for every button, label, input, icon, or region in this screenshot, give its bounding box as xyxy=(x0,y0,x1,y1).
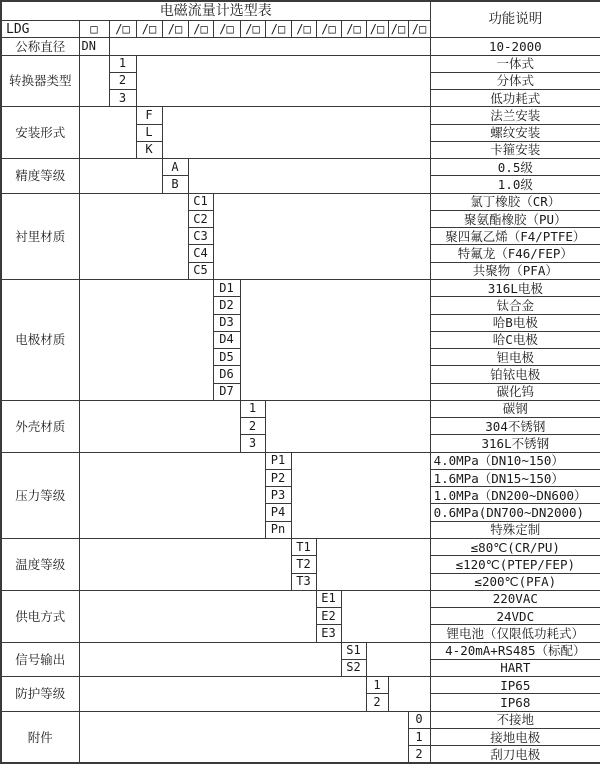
group-label: 信号输出 xyxy=(1,642,79,677)
desc-cell: 分体式 xyxy=(430,72,600,89)
desc-cell: 24VDC xyxy=(430,608,600,625)
desc-cell: IP68 xyxy=(430,694,600,711)
code-cell: D4 xyxy=(213,331,240,348)
option-row xyxy=(1,538,600,555)
code-cell: P2 xyxy=(265,469,291,486)
desc-cell: 钽电极 xyxy=(430,349,600,366)
code-cell: B xyxy=(162,176,188,193)
desc-cell: 刮刀电极 xyxy=(430,746,600,764)
desc-cell: ≤120℃(PTEP/FEP) xyxy=(430,556,600,573)
model-slot-box: /□ xyxy=(408,21,430,38)
empty-cell xyxy=(240,279,430,400)
desc-cell: 共聚物（PFA） xyxy=(430,262,600,279)
empty-cell xyxy=(136,55,430,107)
model-slot-box: /□ xyxy=(366,21,388,38)
desc-cell: 316L不锈钢 xyxy=(430,435,600,452)
option-row xyxy=(1,38,600,55)
code-cell: 1 xyxy=(240,400,265,417)
desc-cell: 4.0MPa（DN10~150） xyxy=(430,452,600,469)
model-slot-box: /□ xyxy=(265,21,291,38)
option-row xyxy=(1,400,600,417)
code-cell: C5 xyxy=(188,262,213,279)
option-row xyxy=(1,677,600,694)
desc-cell: 1.0MPa（DN200~DN600） xyxy=(430,487,600,504)
desc-cell: HART xyxy=(430,659,600,676)
code-cell: 2 xyxy=(408,746,430,764)
code-cell: 2 xyxy=(366,694,388,711)
model-slot-box: /□ xyxy=(341,21,366,38)
empty-cell xyxy=(341,590,430,642)
empty-cell xyxy=(79,590,316,642)
desc-cell: 4-20mA+RS485（标配） xyxy=(430,642,600,659)
model-slot-box: /□ xyxy=(213,21,240,38)
desc-cell: 钛合金 xyxy=(430,297,600,314)
empty-cell xyxy=(79,159,162,194)
desc-cell: 卡箍安装 xyxy=(430,141,600,158)
desc-cell: 特氟龙（F46/FEP） xyxy=(430,245,600,262)
empty-cell xyxy=(213,193,430,279)
code-cell: C1 xyxy=(188,193,213,210)
code-cell: K xyxy=(136,141,162,158)
model-slot-box: /□ xyxy=(316,21,341,38)
code-cell: L xyxy=(136,124,162,141)
empty-cell xyxy=(388,677,430,712)
model-slot-box: /□ xyxy=(109,21,136,38)
code-cell: T2 xyxy=(291,556,316,573)
group-label: 电极材质 xyxy=(1,279,79,400)
code-cell: T3 xyxy=(291,573,316,590)
desc-cell: 铂铱电极 xyxy=(430,366,600,383)
desc-cell: 特殊定制 xyxy=(430,521,600,538)
group-label: 转换器类型 xyxy=(1,55,79,107)
desc-cell: 1.6MPa（DN15~150） xyxy=(430,469,600,486)
desc-cell: ≤80℃(CR/PU) xyxy=(430,538,600,555)
group-label: 外壳材质 xyxy=(1,400,79,452)
code-cell: S2 xyxy=(341,659,366,676)
code-cell: T1 xyxy=(291,538,316,555)
empty-cell xyxy=(79,452,265,538)
desc-cell: 304不锈钢 xyxy=(430,418,600,435)
desc-cell: 一体式 xyxy=(430,55,600,72)
desc-cell: 220VAC xyxy=(430,590,600,607)
empty-cell xyxy=(79,400,240,452)
code-cell: E3 xyxy=(316,625,341,642)
group-label: 压力等级 xyxy=(1,452,79,538)
desc-cell: 10-2000 xyxy=(430,38,600,55)
desc-cell: 碳化钨 xyxy=(430,383,600,400)
group-label: 供电方式 xyxy=(1,590,79,642)
empty-cell xyxy=(79,193,188,279)
empty-cell xyxy=(291,452,430,538)
desc-cell: 不接地 xyxy=(430,711,600,728)
option-row xyxy=(1,159,600,176)
group-label: 防护等级 xyxy=(1,677,79,712)
code-cell: C4 xyxy=(188,245,213,262)
option-row xyxy=(1,279,600,296)
desc-cell: 1.0级 xyxy=(430,176,600,193)
desc-cell: 聚四氟乙烯（F4/PTFE） xyxy=(430,228,600,245)
desc-cell: ≤200℃(PFA) xyxy=(430,573,600,590)
empty-cell xyxy=(316,538,430,590)
table-title: 电磁流量计选型表 xyxy=(1,1,430,21)
group-label: 衬里材质 xyxy=(1,193,79,279)
option-row xyxy=(1,452,600,469)
desc-cell: 低功耗式 xyxy=(430,90,600,107)
model-slot-box: □ xyxy=(79,21,109,38)
code-cell: DN xyxy=(79,38,109,55)
option-row xyxy=(1,711,600,728)
desc-cell: 0.5级 xyxy=(430,159,600,176)
code-cell: E2 xyxy=(316,608,341,625)
code-cell: P1 xyxy=(265,452,291,469)
empty-cell xyxy=(366,642,430,677)
empty-cell xyxy=(265,400,430,452)
code-cell: D7 xyxy=(213,383,240,400)
code-cell: C2 xyxy=(188,210,213,227)
model-slot-box: /□ xyxy=(188,21,213,38)
code-cell: 3 xyxy=(109,90,136,107)
code-cell: 3 xyxy=(240,435,265,452)
model-slot-box: /□ xyxy=(136,21,162,38)
model-slot-box: /□ xyxy=(162,21,188,38)
code-cell: Pn xyxy=(265,521,291,538)
code-cell: 2 xyxy=(240,418,265,435)
code-cell: 0 xyxy=(408,711,430,728)
option-row xyxy=(1,590,600,607)
empty-cell xyxy=(162,107,430,159)
desc-cell: 哈B电极 xyxy=(430,314,600,331)
empty-cell xyxy=(79,279,213,400)
code-cell: D6 xyxy=(213,366,240,383)
group-label: 温度等级 xyxy=(1,538,79,590)
group-label: 公称直径 xyxy=(1,38,79,55)
code-cell: A xyxy=(162,159,188,176)
empty-cell xyxy=(79,107,136,159)
empty-cell xyxy=(79,55,109,107)
empty-cell xyxy=(79,642,341,677)
desc-cell: 接地电极 xyxy=(430,728,600,745)
group-label: 附件 xyxy=(1,711,79,763)
desc-cell: 哈C电极 xyxy=(430,331,600,348)
desc-cell: 锂电池（仅限低功耗式） xyxy=(430,625,600,642)
empty-cell xyxy=(79,538,291,590)
desc-cell: 氯丁橡胶（CR） xyxy=(430,193,600,210)
code-cell: E1 xyxy=(316,590,341,607)
option-row xyxy=(1,193,600,210)
desc-cell: 聚氨酯橡胶（PU） xyxy=(430,210,600,227)
empty-cell xyxy=(188,159,430,194)
desc-cell: 0.6MPa(DN700~DN2000) xyxy=(430,504,600,521)
code-cell: 1 xyxy=(366,677,388,694)
code-cell: F xyxy=(136,107,162,124)
code-cell: D5 xyxy=(213,349,240,366)
desc-cell: 螺纹安装 xyxy=(430,124,600,141)
code-cell: 2 xyxy=(109,72,136,89)
function-desc-header: 功能说明 xyxy=(430,1,600,38)
code-cell: 1 xyxy=(408,728,430,745)
group-label: 安装形式 xyxy=(1,107,79,159)
option-row xyxy=(1,642,600,659)
option-row xyxy=(1,55,600,72)
title-row xyxy=(1,1,600,21)
code-cell: D1 xyxy=(213,279,240,296)
code-cell: C3 xyxy=(188,228,213,245)
code-cell: P3 xyxy=(265,487,291,504)
empty-cell xyxy=(79,711,408,763)
option-row xyxy=(1,107,600,124)
code-cell: P4 xyxy=(265,504,291,521)
model-prefix: LDG xyxy=(1,21,79,38)
code-cell: S1 xyxy=(341,642,366,659)
code-cell: 1 xyxy=(109,55,136,72)
group-label: 精度等级 xyxy=(1,159,79,194)
model-slot-box: /□ xyxy=(291,21,316,38)
code-cell: D3 xyxy=(213,314,240,331)
model-slot-box: /□ xyxy=(388,21,408,38)
model-slot-box: /□ xyxy=(240,21,265,38)
empty-cell xyxy=(109,38,430,55)
empty-cell xyxy=(79,677,366,712)
desc-cell: 碳钢 xyxy=(430,400,600,417)
code-cell: D2 xyxy=(213,297,240,314)
desc-cell: IP65 xyxy=(430,677,600,694)
desc-cell: 316L电极 xyxy=(430,279,600,296)
desc-cell: 法兰安装 xyxy=(430,107,600,124)
